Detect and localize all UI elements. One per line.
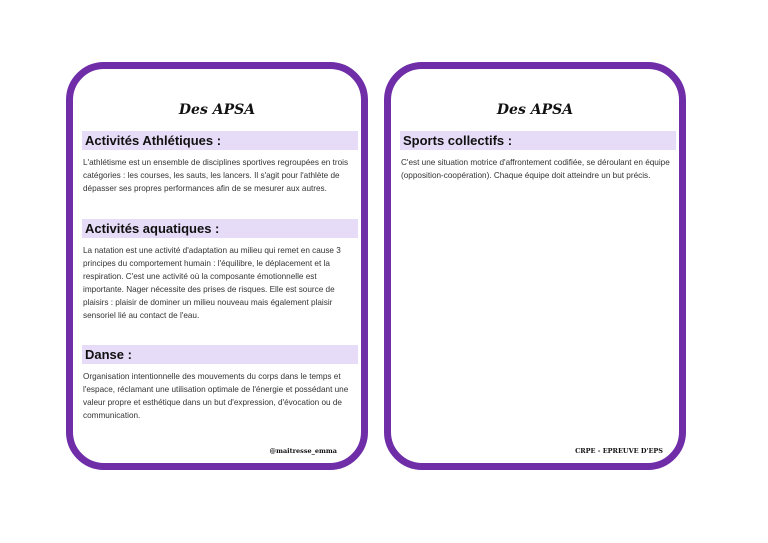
card-left [66, 62, 368, 470]
section-sports-collectifs [400, 131, 676, 183]
section-heading: Activités aquatiques : [82, 219, 358, 238]
card-footer: CRPE - EPREUVE D'EPS [575, 447, 663, 455]
card-right [384, 62, 686, 470]
section-text: La natation est une activité d'adaptation au milieu qui remet en cause 3 principes du comportement humain : l'équilibre, le déplacement et la respiration. C'est une activité où la composante émotionnelle est importante. Nager nécessite des prises de risques. Elle est source de plaisirs : plaisir de dominer un milieu nouveau mais également plaisir sensoriel lié au contact de l'eau. [83, 246, 341, 320]
section-athletisme [82, 131, 358, 196]
card-title: Des APSA [178, 102, 256, 118]
section-heading: Danse : [82, 345, 358, 364]
section-text: Organisation intentionnelle des mouvements du corps dans le temps et l'espace, réclamant une utilisation optimale de l'énergie et possédant une valeur propre et esthétique dans un but d'expression, d'évocation ou de communication. [83, 372, 349, 420]
card-title: Des APSA [496, 102, 574, 118]
section-aquatiques [82, 219, 358, 322]
section-text: C'est une situation motrice d'affrontement codifiée, se déroulant en équipe (opposition-coopération). Chaque équipe doit atteindre un but précis. [401, 158, 670, 180]
section-heading: Activités Athlétiques : [82, 131, 358, 150]
section-heading: Sports collectifs : [400, 131, 676, 150]
section-danse [82, 345, 358, 423]
section-text: L'athlétisme est un ensemble de disciplines sportives regroupées en trois catégories : les courses, les sauts, les lancers. Il s'agit pour l'athlète de dépasser ses propres performances afin de se mesurer aux autres. [83, 158, 349, 193]
card-footer: @maitresse_emma [269, 447, 337, 455]
